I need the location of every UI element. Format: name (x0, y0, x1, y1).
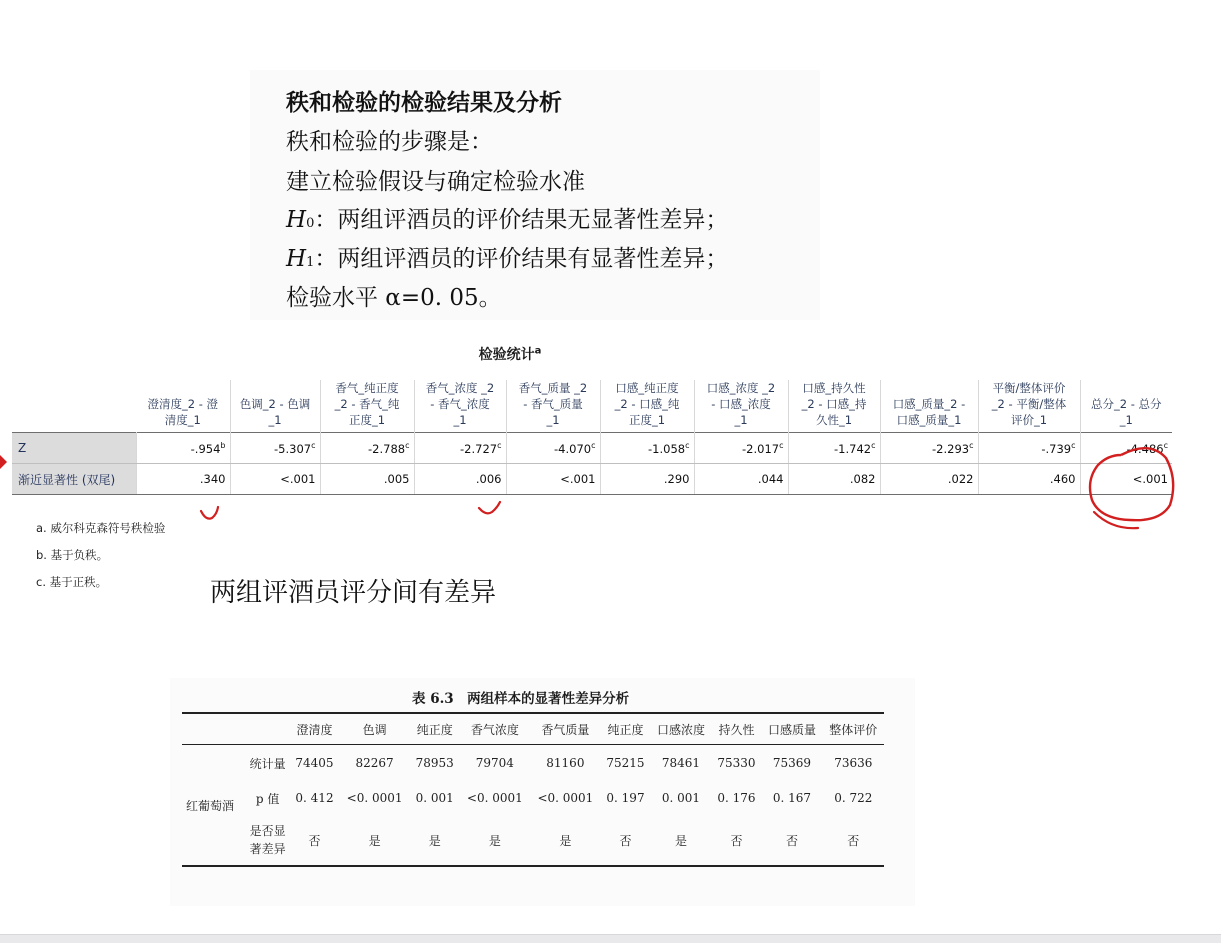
z-footnote: c (591, 440, 596, 450)
h0-text: ：两组评酒员的评价结果无显著性差异； (314, 207, 729, 233)
t63-cell: 是 (674, 833, 687, 848)
table63-row-statistic (182, 745, 884, 782)
column-header-line: 口感_质量_1 (896, 413, 962, 427)
check-mark-006 (479, 502, 500, 513)
z-value: -4.070 (554, 441, 592, 456)
t63-cell: 是 (368, 833, 381, 848)
column-header-line: 口感_浓度 _2 (706, 381, 776, 395)
sig-value: <.001 (1080, 464, 1172, 495)
z-footnote: c (871, 440, 876, 450)
conclusion-text: 两组评酒员评分间有差异 (210, 578, 497, 608)
t63-header-blank-2 (246, 713, 290, 745)
column-header-line: _2 - 口感_持 (801, 397, 867, 411)
sig-value: .460 (978, 464, 1080, 495)
t63-cell: 否 (308, 833, 321, 848)
z-footnote: c (685, 440, 690, 450)
t63-cell: 75330 (717, 756, 756, 770)
t63-column-header: 色调 (362, 722, 387, 737)
sig-value: .082 (788, 464, 880, 495)
t63-cell: 0. 197 (606, 791, 645, 805)
intro-line-1: 秩和检验的步骤是： (286, 129, 493, 155)
t63-cell: 75369 (772, 756, 812, 770)
t63-column-header: 纯正度 (607, 722, 644, 737)
t63-column-header: 澄清度 (296, 722, 333, 737)
footnote-c: c. 基于正秩。 (36, 575, 108, 589)
table63 (182, 712, 884, 867)
circle-total-score (1090, 448, 1173, 520)
t63-column-header: 口感浓度 (656, 722, 705, 737)
h1-subscript: 1 (306, 255, 315, 270)
t63-cell: 否 (785, 833, 798, 848)
z-footnote: c (311, 440, 316, 450)
column-header-line: 香气_纯正度 (335, 381, 399, 395)
intro-title: 秩和检验的检验结果及分析 (286, 89, 562, 116)
column-header-line: 香气_浓度 _2 (425, 381, 495, 395)
sig-value: .290 (600, 464, 694, 495)
z-value: -2.017 (742, 441, 780, 456)
column-header-line: 色调_2 - 色调 (239, 397, 311, 411)
t63-cell: 否 (730, 833, 743, 848)
h1-text: ：两组评酒员的评价结果有显著性差异； (314, 246, 729, 272)
spss-title-footnote: a (534, 345, 542, 357)
t63-cell: 82267 (355, 756, 394, 770)
table63-row-significance (182, 815, 884, 866)
t63-cell: 0. 001 (661, 791, 701, 805)
table63-title: 表 6.3 两组样本的显著性差异分析 (412, 691, 630, 707)
column-header-line: 口感_持久性 (802, 381, 866, 395)
column-header-line: - 香气_浓度 (430, 397, 490, 411)
column-header-line: 口感_纯正度 (615, 381, 679, 395)
z-value: -.954 (190, 441, 221, 456)
column-header-line: _2 - 平衡/整体 (991, 397, 1067, 411)
t63-column-header: 口感质量 (767, 722, 816, 737)
t63-cell: 78461 (661, 756, 701, 770)
t63-cell: 73636 (834, 756, 873, 770)
t63-column-header: 香气质量 (541, 722, 590, 737)
t63-column-header: 整体评价 (829, 722, 878, 737)
intro-line-2: 建立检验假设与确定检验水准 (286, 169, 585, 195)
sig-value: .022 (880, 464, 978, 495)
column-header-line: 久性_1 (815, 413, 853, 427)
t63-cell: 0. 001 (415, 791, 454, 805)
column-header-line: 正度_1 (628, 413, 666, 427)
t63-cell: 0. 722 (834, 791, 873, 805)
alpha-level: 检验水平 α=0. 05。 (286, 285, 502, 311)
column-header-line: _2 - 香气_纯 (334, 397, 400, 411)
sig-value: <.001 (506, 464, 600, 495)
t63-cell: <0. 0001 (346, 791, 403, 805)
sig-value: .006 (414, 464, 506, 495)
column-header-line: 澄清度_2 - 澄 (147, 397, 219, 411)
t63-group-label: 红葡萄酒 (186, 798, 235, 813)
z-value: -4.486 (1126, 441, 1164, 456)
column-header-line: 口感_质量_2 - (892, 397, 966, 411)
z-footnote: c (1163, 440, 1168, 450)
table63-header-row (182, 713, 884, 745)
z-value: -2.788 (368, 441, 406, 456)
t63-cell: 0. 176 (717, 791, 756, 805)
column-header-line: 清度_1 (164, 413, 201, 427)
t63-cell: 74405 (295, 756, 334, 770)
column-header-line: - 香气_质量 (523, 397, 583, 411)
t63-cell: <0. 0001 (466, 791, 523, 805)
t63-cell: 0. 167 (772, 791, 812, 805)
column-header-line: 香气_质量 _2 (518, 381, 588, 395)
sig-value: .005 (320, 464, 414, 495)
z-footnote: c (405, 440, 410, 450)
spss-title-text: 检验统计 (478, 347, 535, 363)
sig-value: .044 (694, 464, 788, 495)
t63-cell: <0. 0001 (537, 791, 594, 805)
z-footnote: b (220, 440, 226, 450)
z-value: -.739 (1041, 441, 1072, 456)
footnote-b: b. 基于负秩。 (36, 548, 109, 562)
z-value: -2.727 (460, 441, 498, 456)
column-header-line: _1 (453, 413, 467, 427)
column-header-line: 总分_2 - 总分 (1090, 397, 1162, 411)
z-value: -2.293 (932, 441, 970, 456)
t63-row-label: p 值 (255, 791, 280, 806)
z-footnote: c (779, 440, 784, 450)
t63-cell: 否 (619, 833, 632, 848)
t63-cell: 是 (559, 833, 572, 848)
z-value: -1.058 (648, 441, 686, 456)
h1-symbol: H (286, 246, 307, 272)
z-value: -5.307 (274, 441, 312, 456)
footnote-a: a. 威尔科克森符号秩检验 (36, 521, 166, 535)
column-header-line: 平衡/整体评价 (992, 381, 1066, 395)
t63-cell: 78953 (415, 756, 454, 770)
t63-cell: 75215 (606, 756, 645, 770)
column-header-line: 正度_1 (348, 413, 386, 427)
t63-cell: 0. 412 (295, 791, 334, 805)
t63-cell: 79704 (475, 756, 514, 770)
t63-cell: 否 (847, 833, 860, 848)
sig-value: <.001 (230, 464, 320, 495)
t63-cell: 是 (488, 833, 501, 848)
t63-column-header: 持久性 (718, 722, 755, 737)
column-header-line: _1 (546, 413, 560, 427)
table63-row-pvalue (182, 781, 884, 815)
t63-row-label: 统计量 (249, 756, 286, 771)
t63-cell: 81160 (546, 756, 585, 770)
sig-value: .340 (136, 464, 230, 495)
t63-cell: 是 (428, 833, 441, 848)
t63-header-blank-1 (182, 713, 246, 745)
column-header-line: _1 (1119, 413, 1133, 427)
column-header-line: 评价_1 (1010, 413, 1048, 427)
column-header-line: _1 (268, 413, 282, 427)
h0-symbol: H (286, 207, 307, 233)
z-value: -1.742 (834, 441, 872, 456)
t63-column-header: 香气浓度 (470, 722, 519, 737)
h0-subscript: 0 (306, 216, 315, 231)
check-mark-340 (201, 507, 218, 519)
t63-row-label: 是否显著差异 (249, 824, 286, 856)
sig-row-label: 渐近显著性 (双尾) (12, 464, 136, 495)
z-footnote: c (497, 440, 502, 450)
column-header-line: _1 (734, 413, 748, 427)
z-footnote: c (1071, 440, 1076, 450)
t63-column-header: 纯正度 (416, 722, 453, 737)
column-header-line: _2 - 口感_纯 (614, 397, 680, 411)
column-header-line: - 口感_浓度 (711, 397, 771, 411)
z-row-label: Z (12, 433, 136, 464)
z-footnote: c (969, 440, 974, 450)
